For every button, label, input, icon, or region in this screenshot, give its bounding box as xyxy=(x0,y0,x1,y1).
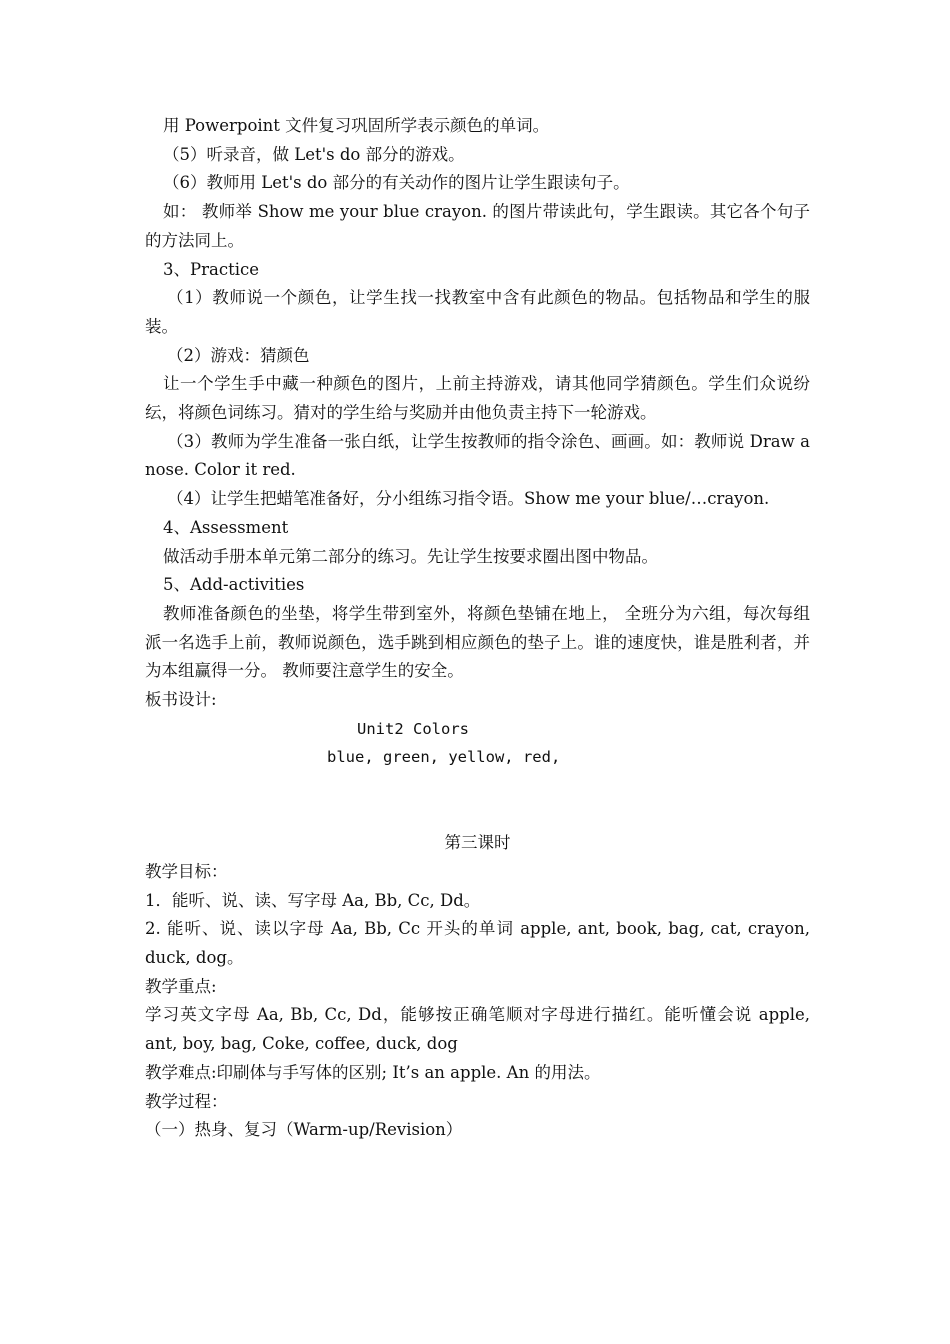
board-design-label: 板书设计: xyxy=(145,690,217,710)
objectives-label: 教学目标： xyxy=(145,861,228,881)
section-heading-add-activities: 5、Add-activities xyxy=(163,575,305,595)
difficult-points: 教学难点:印刷体与手写体的区别; It’s an apple. An 的用法。 xyxy=(145,1062,601,1082)
key-points-text: 学习英文字母 Aa, Bb, Cc, Dd，能够按正确笔顺对字母进行描红。能听懂会说 apple, ant, boy, bag, Coke, coffee, duck, dog xyxy=(145,1005,810,1054)
section-heading-assessment: 4、Assessment xyxy=(163,517,289,537)
board-words: blue, green, yellow, red, xyxy=(327,748,561,767)
process-label: 教学过程： xyxy=(145,1091,228,1111)
key-points-label: 教学重点: xyxy=(145,976,217,996)
text-line: 做活动手册本单元第二部分的练习。先让学生按要求圈出图中物品。 xyxy=(163,546,658,566)
objective-item: 1．能听、说、读、写字母 Aa, Bb, Cc, Dd。 xyxy=(145,890,481,910)
text-paragraph: 让一个学生手中藏一种颜色的图片，上前主持游戏，请其他同学猜颜色。学生们众说纷纭，将颜色词练习。猜对的学生给与奖励并由他负责主持下一轮游戏。 xyxy=(145,374,810,423)
text-paragraph: （1）教师说一个颜色，让学生找一找教室中含有此颜色的物品。包括物品和学生的服装。 xyxy=(145,288,810,336)
text-paragraph: （4）让学生把蜡笔准备好，分小组练习指令语。Show me your blue/…crayon. xyxy=(167,489,770,509)
spacer xyxy=(145,772,810,829)
text-paragraph: 教师准备颜色的坐垫，将学生带到室外，将颜色垫铺在地上， 全班分为六组，每次每组派一名选手上前，教师说颜色，选手跳到相应颜色的垫子上。谁的速度快，谁是胜利者，并为本组赢得一分。 教师要注意学生的安全。 xyxy=(145,603,810,681)
objective-item: 2. 能听、说、读以字母 Aa, Bb, Cc 开头的单词 apple, ant, book, bag, cat, crayon, duck, dog。 xyxy=(145,919,810,967)
lesson-heading: 第三课时 xyxy=(444,833,511,853)
text-paragraph: （3）教师为学生准备一张白纸，让学生按教师的指令涂色、画画。如：教师说 Draw a nose. Color it red. xyxy=(145,431,810,480)
text-line: 用 Powerpoint 文件复习巩固所学表示颜色的单词。 xyxy=(163,116,550,135)
text-line: （6）教师用 Let's do 部分的有关动作的图片让学生跟读句子。 xyxy=(163,173,630,193)
process-step: （一）热身、复习（Warm-up/Revision） xyxy=(145,1120,463,1140)
text-line: （5）听录音，做 Let's do 部分的游戏。 xyxy=(163,144,465,164)
board-title: Unit2 Colors xyxy=(357,719,469,738)
text-paragraph: 如： 教师举 Show me your blue crayon. 的图片带读此句，学生跟读。其它各个句子的方法同上。 xyxy=(145,202,810,250)
text-line: （2）游戏：猜颜色 xyxy=(167,345,310,365)
document-page xyxy=(145,112,810,1145)
section-heading-practice: 3、Practice xyxy=(163,259,259,279)
